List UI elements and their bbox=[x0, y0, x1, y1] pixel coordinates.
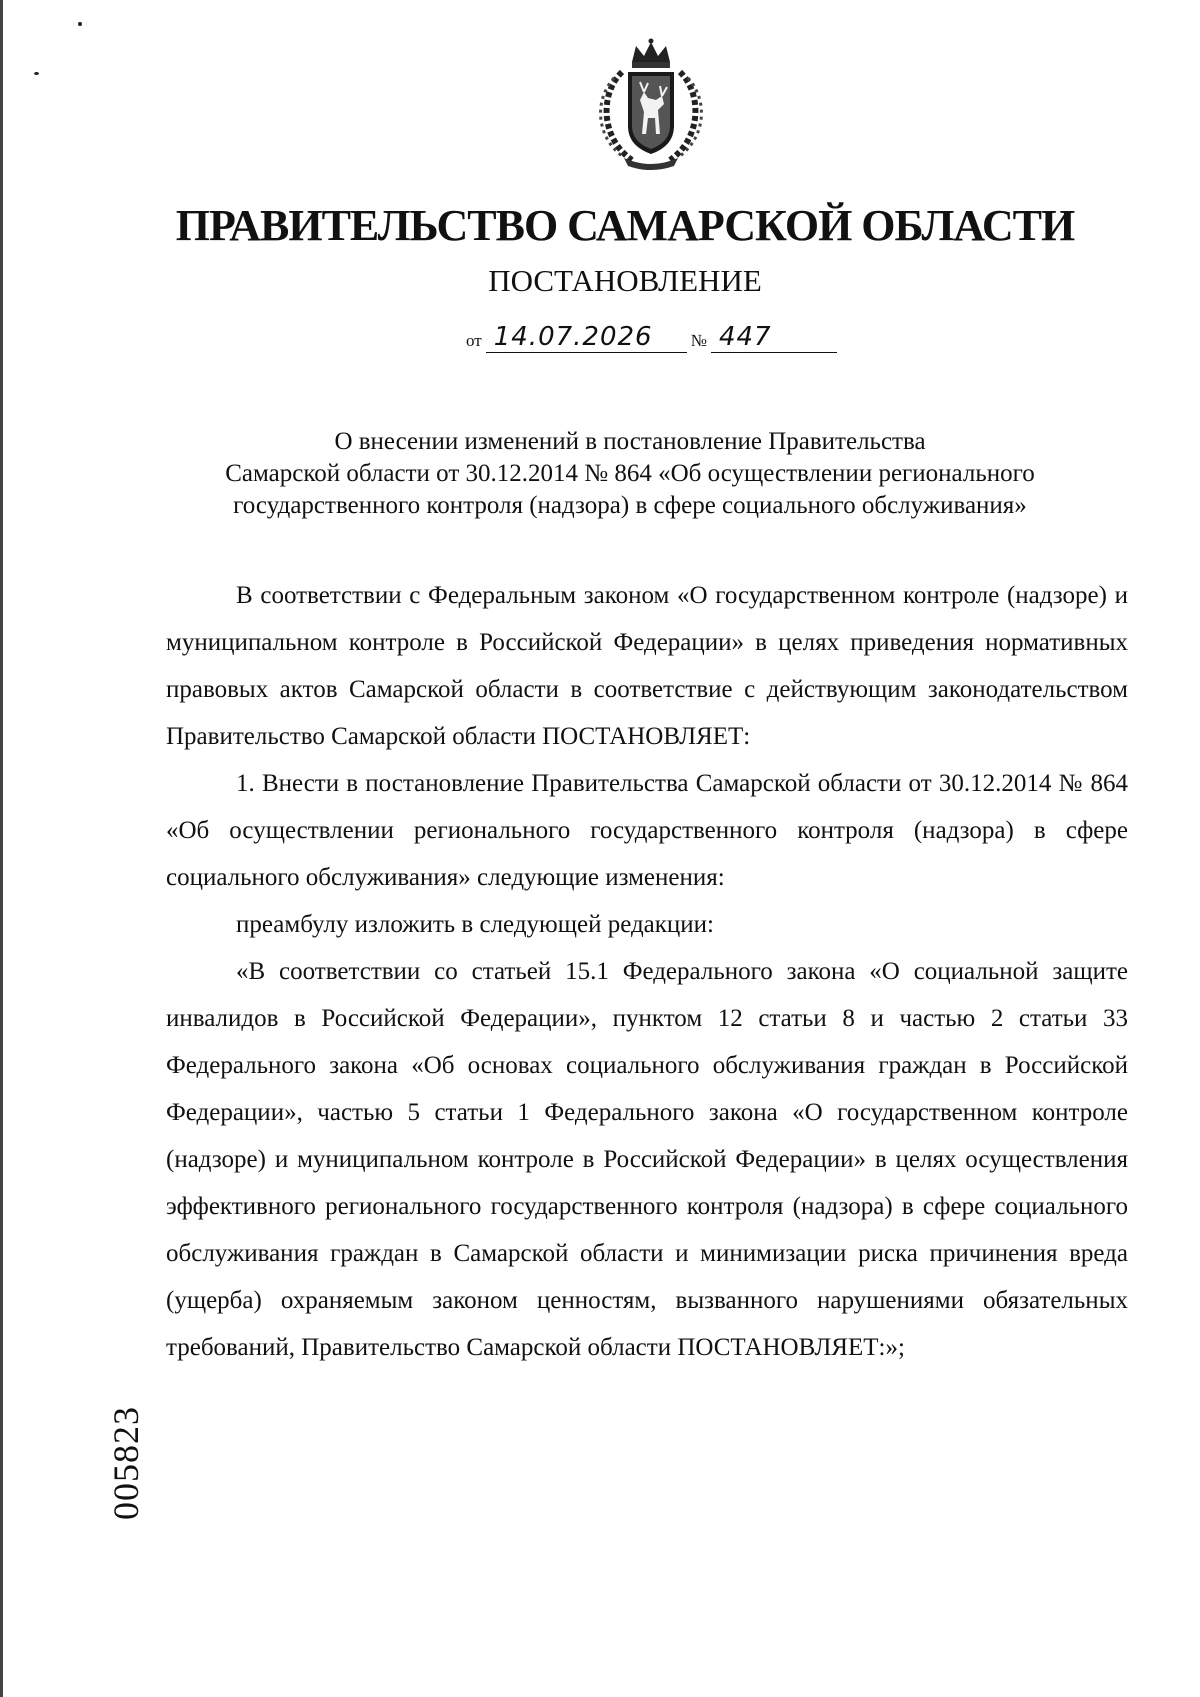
body-paragraph: «В соответствии со статьей 15.1 Федерального закона «О социальной защите инвалидов в Российской Федерации», пунктом 12 статьи 8 и частью 2 статьи 33 Федерального закона «Об основах социального обслуживания граждан в Российской Федерации», частью 5 статьи 1 Федерального закона «О государственном контроле (надзоре) и муниципальном контроле в Российской Федерации» в целях осуществления эффективного регионального государственного контроля (надзора) в сфере социального обслуживания граждан в Самарской области и минимизации риска причинения вреда (ущерба) охраняемым законом ценностям, вызванного нарушениями обязательных требований, Правительство Самарской области ПОСТАНОВЛЯЕТ:»; bbox=[166, 958, 1128, 1361]
document-subject bbox=[150, 426, 1110, 522]
document-date: 14.07.2026 bbox=[486, 323, 687, 353]
body-paragraph: преамбулу изложить в следующей редакции: bbox=[236, 911, 715, 938]
number-prefix: № bbox=[690, 330, 707, 350]
scan-speck bbox=[34, 72, 39, 75]
samara-coat-of-arms-icon bbox=[592, 38, 710, 170]
date-prefix: от bbox=[466, 330, 482, 350]
body-paragraph: В соответствии с Федеральным законом «О государственном контроле (надзоре) и муниципальном контроле в Российской Федерации» в целях приведения нормативных правовых актов Самарской области в соответствие с действующим законодательством Правительство Самарской области ПОСТАНОВЛЯЕТ: bbox=[166, 582, 1128, 750]
side-serial-code: 005823 bbox=[106, 1406, 146, 1520]
document-body bbox=[166, 572, 1128, 1371]
document-type: ПОСТАНОВЛЕНИЕ bbox=[488, 263, 762, 298]
body-paragraph: 1. Внести в постановление Правительства Самарской области от 30.12.2014 № 864 «Об осуществлении регионального государственного контроля (надзора) в сфере социального обслуживания» следующие изменения: bbox=[166, 770, 1128, 891]
date-number-line bbox=[462, 323, 837, 353]
page-edge bbox=[0, 0, 3, 1697]
scan-speck bbox=[78, 22, 82, 26]
document-number: 447 bbox=[711, 323, 837, 353]
government-title: ПРАВИТЕЛЬСТВО САМАРСКОЙ ОБЛАСТИ bbox=[175, 201, 1075, 250]
subject-line: Самарской области от 30.12.2014 № 864 «Об осуществлении регионального bbox=[225, 460, 1035, 487]
subject-line: государственного контроля (надзора) в сфере социального обслуживания» bbox=[233, 492, 1027, 519]
subject-line: О внесении изменений в постановление Правительства bbox=[334, 428, 926, 455]
